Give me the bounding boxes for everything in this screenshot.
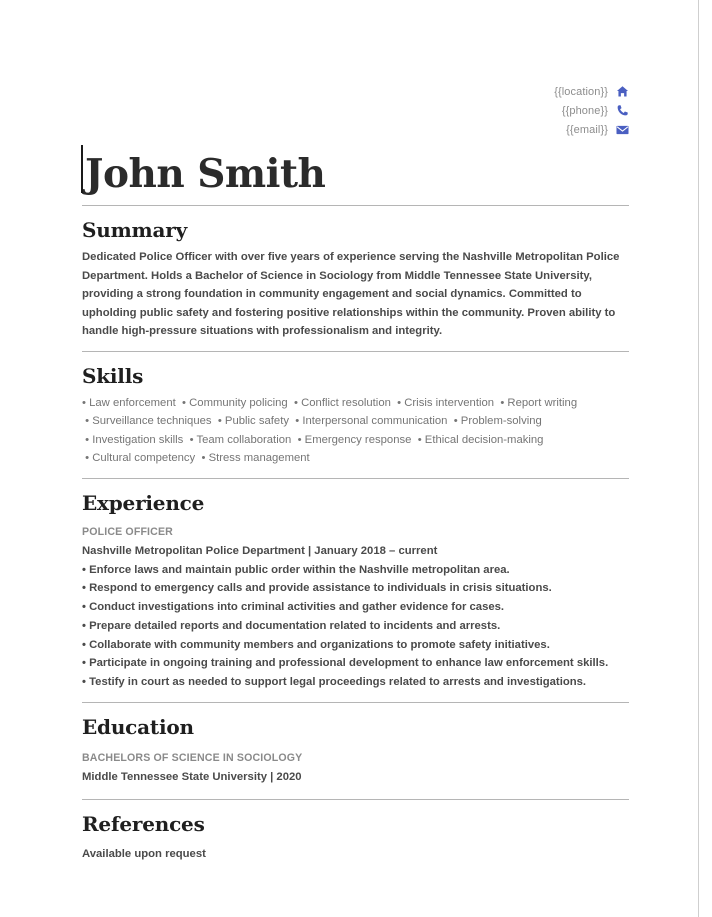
section-summary — [82, 205, 629, 351]
skill-item: • Ethical decision-making — [417, 433, 544, 446]
experience-bullet: • Respond to emergency calls and provide assistance to individuals in crisis situations. — [82, 582, 552, 595]
section-heading-summary: Summary — [82, 218, 188, 242]
section-heading-references: References — [82, 812, 205, 837]
section-education — [82, 702, 629, 799]
skill-item: • Investigation skills — [85, 433, 184, 446]
section-experience — [82, 478, 629, 703]
experience-bullet: • Enforce laws and maintain public order within the Nashville metropolitan area. — [82, 563, 510, 576]
skill-item: • Emergency response — [297, 433, 412, 446]
experience-bullet: • Conduct investigations into criminal activities and gather evidence for cases. — [82, 601, 505, 614]
skill-item: • Interpersonal communication — [295, 415, 448, 427]
section-references — [82, 799, 629, 864]
experience-bullet: • Prepare detailed reports and documentation related to incidents and arrests. — [82, 619, 501, 632]
references-text[interactable]: Available upon request — [82, 848, 206, 861]
skill-item: • Crisis intervention — [397, 396, 495, 409]
contact-row-email[interactable] — [82, 120, 629, 139]
school-and-year[interactable]: Middle Tennessee State University | 2020 — [82, 771, 302, 784]
skill-item: • Law enforcement — [82, 396, 176, 409]
section-skills — [82, 351, 629, 478]
contact-email-value[interactable]: {{email}} — [566, 123, 608, 136]
envelope-icon — [616, 123, 629, 136]
experience-bullet: • Collaborate with community members and organizations to promote safety initiatives. — [82, 638, 550, 651]
contact-row-location[interactable] — [82, 82, 629, 101]
skill-item: • Problem-solving — [453, 415, 542, 427]
text-cursor — [81, 145, 83, 193]
resume-content[interactable] — [82, 0, 629, 864]
skill-item: • Report writing — [500, 396, 578, 409]
contact-row-phone[interactable] — [82, 101, 629, 120]
skills-list[interactable] — [82, 394, 629, 478]
experience-bullet-list[interactable] — [82, 561, 629, 703]
section-heading-skills: Skills — [82, 363, 144, 388]
name-header[interactable] — [82, 145, 629, 205]
degree-name[interactable]: BACHELORS OF SCIENCE IN SOCIOLOGY — [82, 752, 303, 765]
skill-item: • Cultural competency — [85, 452, 196, 464]
experience-bullet: • Participate in ongoing training and professional development to enhance law enforcement skills. — [82, 657, 609, 670]
section-heading-education: Education — [82, 715, 194, 740]
skill-item: • Public safety — [217, 415, 289, 427]
contact-block — [82, 0, 629, 139]
skill-item: • Surveillance techniques — [85, 415, 212, 427]
skill-item: • Community policing — [182, 396, 288, 409]
experience-bullet: • Testify in court as needed to support legal proceedings related to arrests and investigations. — [82, 676, 587, 689]
employer-and-dates[interactable]: Nashville Metropolitan Police Department | January 2018 – current — [82, 544, 438, 557]
contact-phone-value[interactable]: {{phone}} — [561, 104, 608, 117]
page-title[interactable]: John Smith — [85, 151, 326, 197]
contact-location-value[interactable]: {{location}} — [554, 85, 608, 98]
phone-icon — [616, 104, 629, 117]
summary-text[interactable]: Dedicated Police Officer with over five years of experience serving the Nashville Metropolitan Police Department. Holds a Bachelor of Science in Sociology from Middle Tennessee State University, providing a strong foundation in community engagement and social dynamics. Committed to upholding public safety and fostering positive relationships within the community. Proven ability to handle high-pressure situations with professionalism and integrity. — [82, 251, 620, 337]
home-icon — [616, 85, 629, 98]
skill-item: • Conflict resolution — [294, 396, 391, 409]
skill-item: • Stress management — [201, 452, 310, 464]
section-heading-experience: Experience — [82, 490, 205, 515]
skill-item: • Team collaboration — [189, 433, 292, 446]
job-title[interactable]: POLICE OFFICER — [82, 525, 173, 538]
